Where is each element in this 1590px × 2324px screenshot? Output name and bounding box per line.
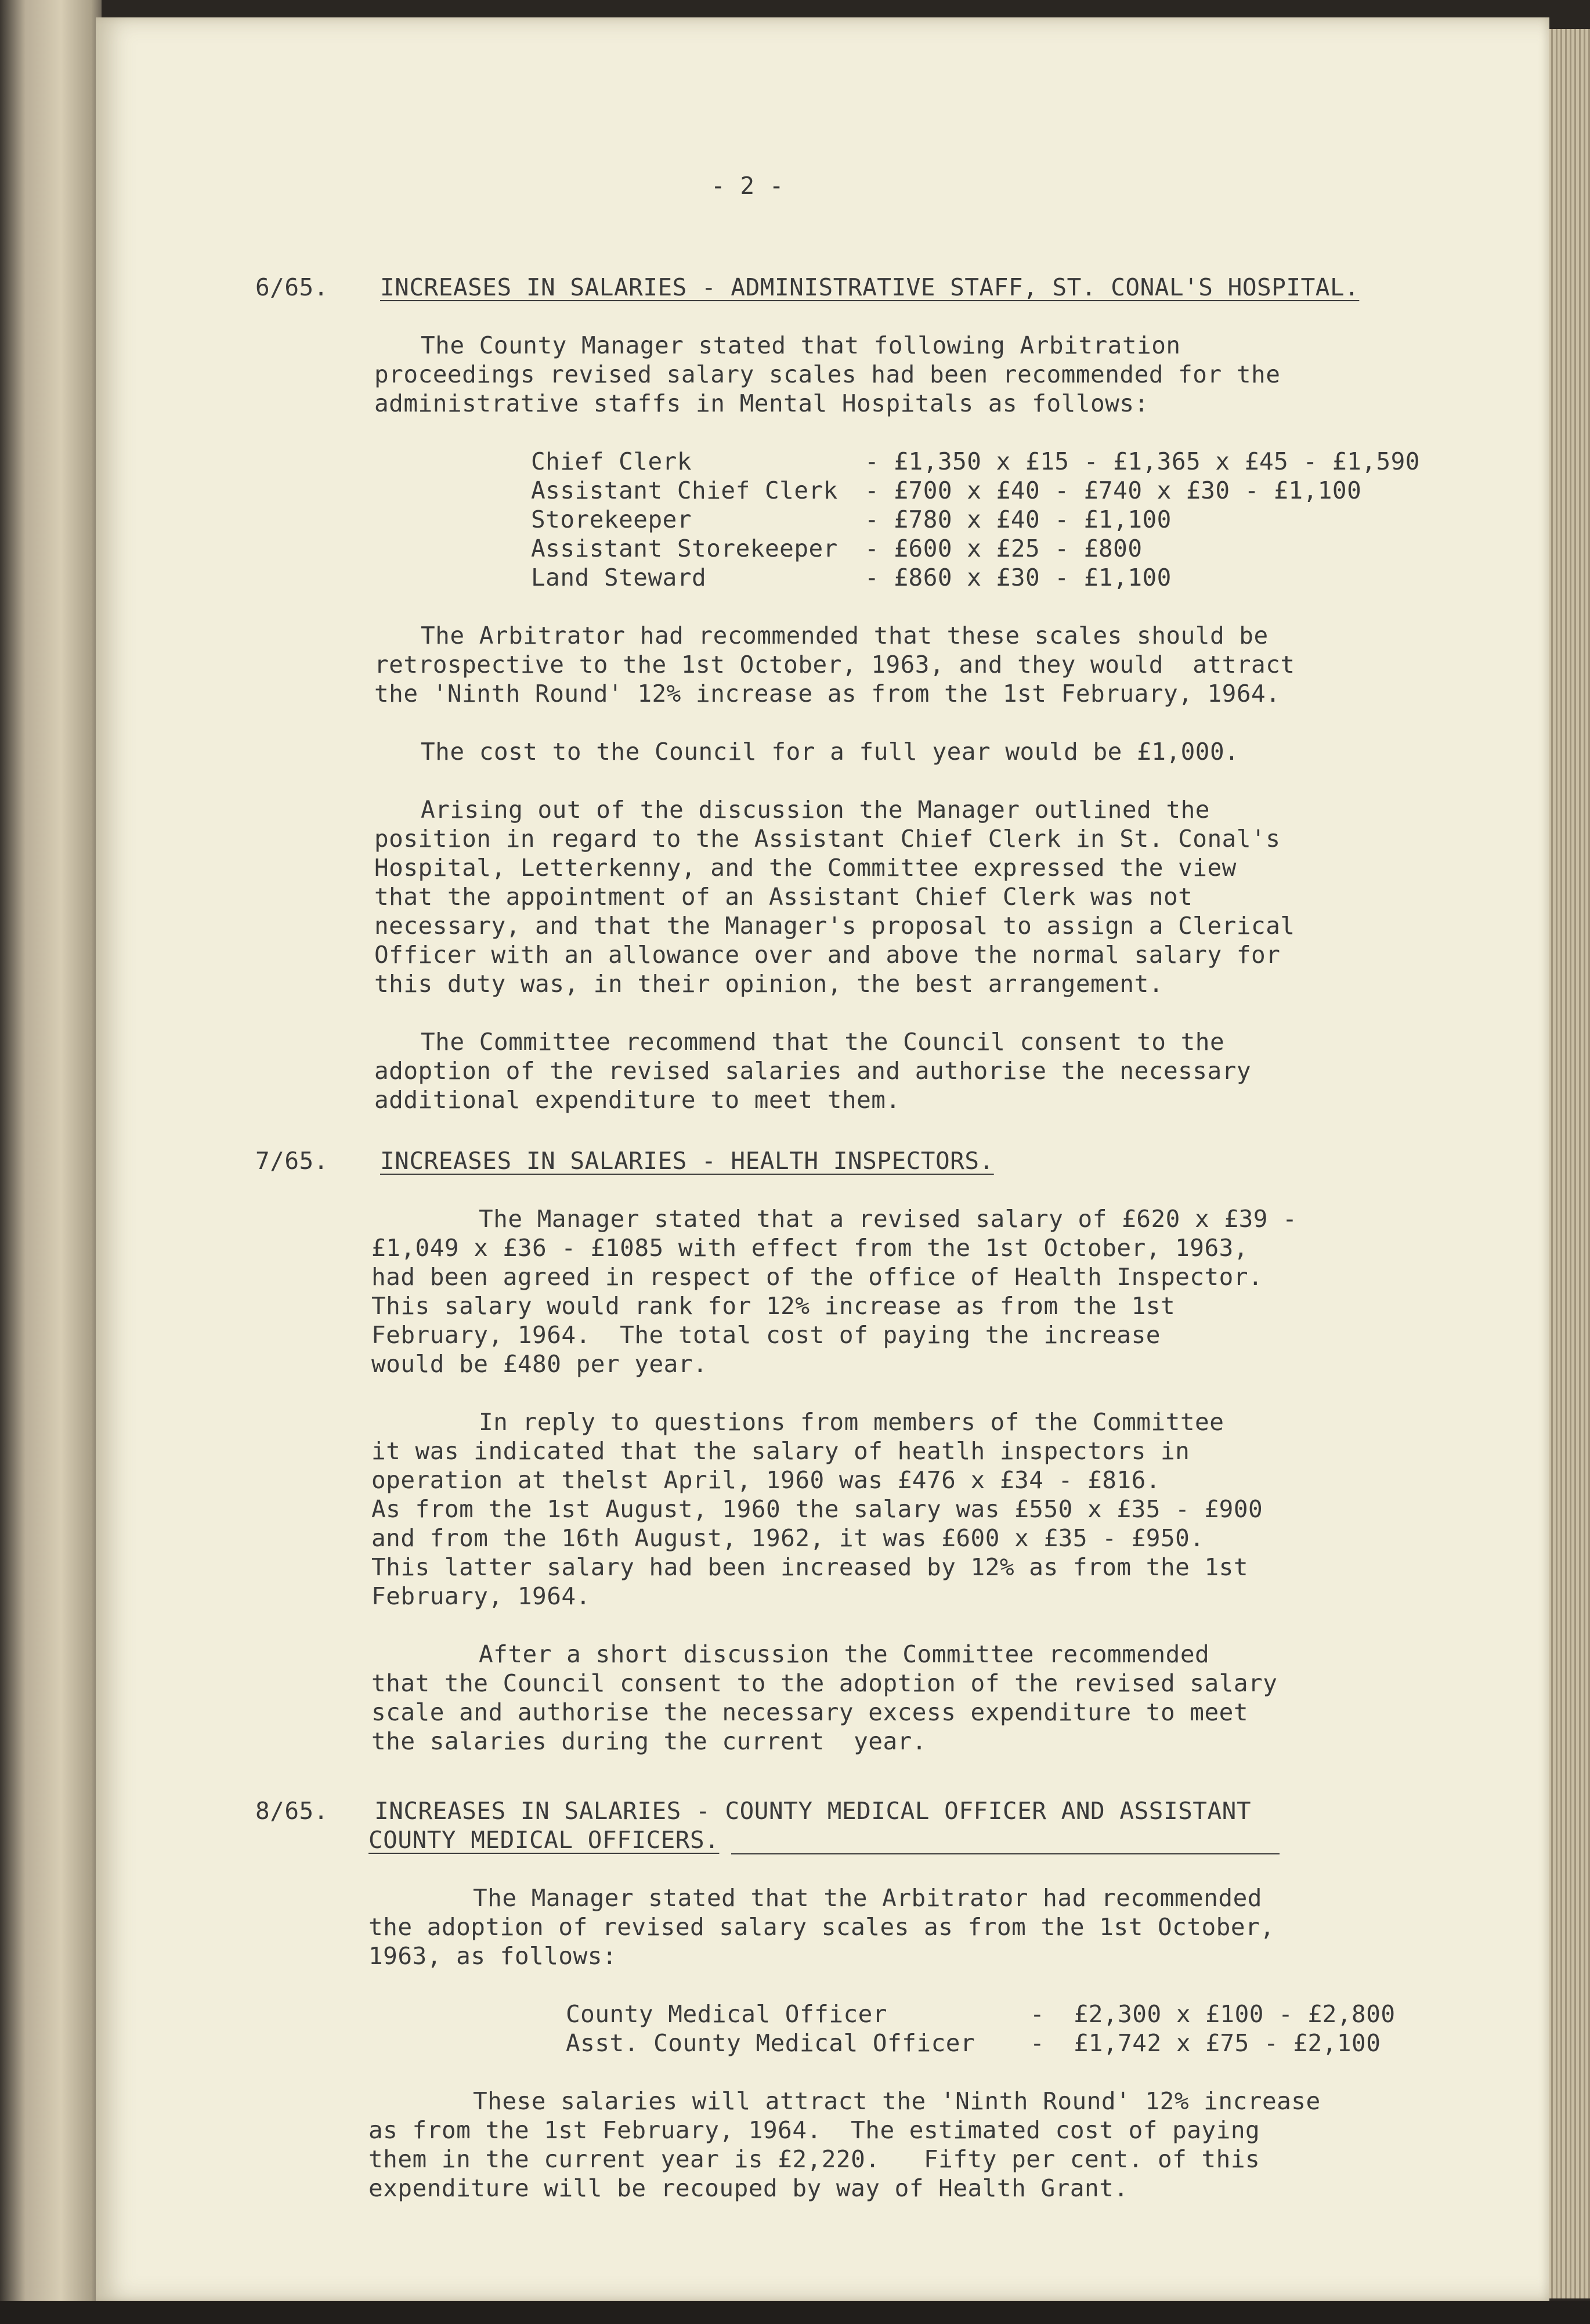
paragraph-line: This latter salary had been increased by 12% as from the 1st	[371, 1553, 1249, 1581]
paragraph-line: adoption of the revised salaries and authorise the necessary	[374, 1057, 1252, 1085]
paragraph-line: the salaries during the current year.	[371, 1727, 927, 1755]
paragraph-line: The Committee recommend that the Council consent to the	[421, 1028, 1225, 1056]
book-binding	[0, 0, 102, 2324]
page-stack-edge	[1544, 29, 1590, 2298]
scale-title: Asst. County Medical Officer	[566, 2029, 975, 2057]
paragraph-line: position in regard to the Assistant Chief Clerk in St. Conal's	[374, 825, 1281, 853]
paragraph-line: necessary, and that the Manager's proposal to assign a Clerical	[374, 912, 1295, 940]
item-heading-6-65: INCREASES IN SALARIES - ADMINISTRATIVE STAFF, ST. CONAL'S HOSPITAL.	[380, 273, 1360, 301]
paragraph-line: the 'Ninth Round' 12% increase as from the 1st February, 1964.	[374, 680, 1281, 708]
scale-title: County Medical Officer	[566, 2000, 888, 2028]
scale-title: Assistant Chief Clerk	[531, 477, 838, 504]
paragraph-line: administrative staffs in Mental Hospitals as follows:	[374, 389, 1149, 417]
item-heading-8-65-line2: COUNTY MEDICAL OFFICERS.	[368, 1826, 720, 1854]
scan-bottom-edge	[0, 2301, 1590, 2324]
paragraph-line: as from the 1st February, 1964. The estimated cost of paying	[368, 2116, 1260, 2144]
page-number: - 2 -	[711, 172, 784, 200]
scale-value: - £600 x £25 - £800	[865, 535, 1143, 562]
paragraph-line: proceedings revised salary scales had been recommended for the	[374, 360, 1281, 388]
scale-value: - £1,350 x £15 - £1,365 x £45 - £1,590	[865, 448, 1420, 475]
paragraph-line: expenditure will be recouped by way of Health Grant.	[368, 2174, 1129, 2202]
item-number-8-65: 8/65.	[255, 1797, 328, 1825]
paragraph-line: Arising out of the discussion the Manager outlined the	[421, 796, 1210, 824]
paragraph-line: The Manager stated that the Arbitrator had recommended	[473, 1884, 1262, 1912]
paragraph-line: and from the 16th August, 1962, it was £600 x £35 - £950.	[371, 1524, 1205, 1552]
paragraph-line: had been agreed in respect of the office of Health Inspector.	[371, 1263, 1263, 1291]
scale-value: - £1,742 x £75 - £2,100	[1030, 2029, 1381, 2057]
paragraph-line: 1963, as follows:	[368, 1942, 617, 1970]
paragraph-line: scale and authorise the necessary excess expenditure to meet	[371, 1698, 1249, 1726]
paragraph-line: additional expenditure to meet them.	[374, 1086, 901, 1114]
paragraph-line: These salaries will attract the 'Ninth Round' 12% increase	[473, 2087, 1321, 2115]
paragraph-line: the adoption of revised salary scales as from the 1st October,	[368, 1913, 1275, 1941]
paragraph-line: operation at thelst April, 1960 was £476 x £34 - £816.	[371, 1466, 1161, 1494]
paragraph-line: As from the 1st August, 1960 the salary was £550 x £35 - £900	[371, 1495, 1263, 1523]
paragraph-line: Hospital, Letterkenny, and the Committee expressed the view	[374, 854, 1237, 882]
scale-title: Land Steward	[531, 564, 707, 591]
paragraph-line: it was indicated that the salary of heatlh inspectors in	[371, 1437, 1190, 1465]
item-number-6-65: 6/65.	[255, 273, 328, 301]
paragraph-line: that the Council consent to the adoption of the revised salary	[371, 1669, 1278, 1697]
paragraph-line: Officer with an allowance over and above the normal salary for	[374, 941, 1281, 969]
paragraph-line: this duty was, in their opinion, the best arrangement.	[374, 970, 1163, 998]
document-page	[96, 17, 1549, 2301]
scale-value: - £2,300 x £100 - £2,800	[1030, 2000, 1396, 2028]
paragraph-line: This salary would rank for 12% increase as from the 1st	[371, 1292, 1176, 1320]
paragraph-line: After a short discussion the Committee recommended	[479, 1640, 1210, 1668]
paragraph-line: would be £480 per year.	[371, 1350, 708, 1378]
scale-value: - £700 x £40 - £740 x £30 - £1,100	[865, 477, 1362, 504]
scale-value: - £860 x £30 - £1,100	[865, 564, 1172, 591]
paragraph-line: The Manager stated that a revised salary of £620 x £39 -	[479, 1205, 1298, 1233]
paragraph-line: that the appointment of an Assistant Chief Clerk was not	[374, 883, 1193, 911]
paragraph-line: The Arbitrator had recommended that these scales should be	[421, 622, 1269, 649]
scale-value: - £780 x £40 - £1,100	[865, 506, 1172, 533]
paragraph-line: The cost to the Council for a full year would be £1,000.	[421, 738, 1240, 766]
item-number-7-65: 7/65.	[255, 1147, 328, 1175]
paragraph-line: In reply to questions from members of the Committee	[479, 1408, 1224, 1436]
paragraph-line: them in the current year is £2,220. Fifty per cent. of this	[368, 2145, 1260, 2173]
paragraph-line: February, 1964.	[371, 1582, 591, 1610]
paragraph-line: retrospective to the 1st October, 1963, and they would attract	[374, 651, 1295, 679]
paragraph-line: £1,049 x £36 - £1085 with effect from the 1st October, 1963,	[371, 1234, 1249, 1262]
paragraph-line: The County Manager stated that following Arbitration	[421, 331, 1181, 359]
heading-underline-rule	[731, 1853, 1280, 1854]
item-heading-7-65: INCREASES IN SALARIES - HEALTH INSPECTORS.	[380, 1147, 994, 1175]
paragraph-line: February, 1964. The total cost of paying the increase	[371, 1321, 1161, 1349]
scale-title: Storekeeper	[531, 506, 692, 533]
scale-title: Assistant Storekeeper	[531, 535, 838, 562]
scale-title: Chief Clerk	[531, 448, 692, 475]
item-heading-8-65-line1: INCREASES IN SALARIES - COUNTY MEDICAL OFFICER AND ASSISTANT	[374, 1797, 1252, 1825]
